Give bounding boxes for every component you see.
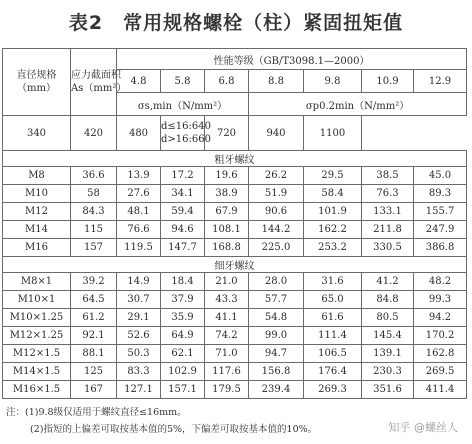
torque-cell: 71.0 [205, 345, 249, 363]
torque-cell: 84.8 [362, 291, 414, 309]
torque-cell: 14.9 [117, 273, 161, 291]
table-row [3, 291, 467, 309]
torque-cell: 38.9 [205, 185, 249, 203]
torque-cell: 90.6 [249, 203, 304, 221]
torque-cell: 31.6 [304, 273, 362, 291]
torque-cell: 117.6 [205, 363, 249, 381]
torque-cell: 102.9 [161, 363, 205, 381]
torque-cell: 155.7 [414, 203, 467, 221]
area-cell: 61.2 [71, 309, 117, 327]
section-label: 粗牙螺纹 [3, 151, 467, 167]
torque-cell: 28.0 [249, 273, 304, 291]
torque-cell: 54.8 [249, 309, 304, 327]
diameter-cell: M14×1.5 [3, 363, 71, 381]
area-cell: 64.5 [71, 291, 117, 309]
torque-cell: 80.5 [362, 309, 414, 327]
sigma-value-cell: 720 [205, 116, 249, 151]
torque-cell: 330.5 [362, 239, 414, 257]
torque-cell: 111.4 [304, 327, 362, 345]
torque-cell: 230.3 [362, 363, 414, 381]
sigma-value-cell: 420 [71, 116, 117, 151]
torque-cell: 64.9 [161, 327, 205, 345]
torque-cell: 27.6 [117, 185, 161, 203]
torque-cell: 62.1 [161, 345, 205, 363]
table-row [3, 345, 467, 363]
watermark [389, 419, 459, 435]
torque-cell: 61.6 [304, 309, 362, 327]
torque-cell: 29.5 [304, 167, 362, 185]
diameter-cell: M16×1.5 [3, 381, 71, 399]
diameter-cell: M12 [3, 203, 71, 221]
torque-cell: 139.1 [362, 345, 414, 363]
torque-cell: 351.6 [362, 381, 414, 399]
grade-cell: 10.9 [362, 70, 414, 93]
section-row [3, 151, 467, 167]
header-area: 应力截面积 As（mm²） [71, 49, 117, 116]
table-row [3, 327, 467, 345]
torque-cell: 67.9 [205, 203, 249, 221]
torque-cell: 29.1 [117, 309, 161, 327]
torque-cell: 147.7 [161, 239, 205, 257]
header-diameter: 直径规格 （mm） [3, 49, 71, 116]
torque-cell: 211.8 [362, 221, 414, 239]
torque-cell: 50.3 [117, 345, 161, 363]
area-cell: 58 [71, 185, 117, 203]
header-sigma-p02min: σp0.2min（N/mm²） [249, 93, 467, 116]
grade-cell: 8.8 [249, 70, 304, 93]
torque-cell: 34.1 [161, 185, 205, 203]
torque-cell: 253.2 [304, 239, 362, 257]
section-row [3, 257, 467, 273]
torque-cell: 45.0 [414, 167, 467, 185]
torque-cell: 19.6 [205, 167, 249, 185]
torque-cell: 162.2 [304, 221, 362, 239]
torque-cell: 133.1 [362, 203, 414, 221]
area-cell: 88.1 [71, 345, 117, 363]
torque-cell: 119.5 [117, 239, 161, 257]
torque-cell: 411.4 [414, 381, 467, 399]
area-cell: 84.3 [71, 203, 117, 221]
torque-cell: 59.4 [161, 203, 205, 221]
torque-cell: 176.4 [304, 363, 362, 381]
grade-cell: 5.8 [161, 70, 205, 93]
diameter-cell: M12×1.25 [3, 327, 71, 345]
torque-cell: 94.6 [161, 221, 205, 239]
torque-cell: 17.2 [161, 167, 205, 185]
table-row [3, 309, 467, 327]
torque-cell: 94.2 [414, 309, 467, 327]
torque-cell: 170.2 [414, 327, 467, 345]
footnote-1: 注：(1)9.8级仅适用于螺纹直径≤16mm。 [6, 407, 187, 418]
table-row [3, 185, 467, 203]
grade-cell: 6.8 [205, 70, 249, 93]
torque-cell: 41.2 [362, 273, 414, 291]
torque-cell: 57.7 [249, 291, 304, 309]
torque-cell: 269.3 [304, 381, 362, 399]
sigma-value-cell: 940 [249, 116, 304, 151]
grade-cell: 9.8 [304, 70, 362, 93]
torque-cell: 89.3 [414, 185, 467, 203]
diameter-cell: M10×1 [3, 291, 71, 309]
grade-cell: 4.8 [117, 70, 161, 93]
torque-cell: 162.8 [414, 345, 467, 363]
diameter-cell: M12×1.5 [3, 345, 71, 363]
torque-cell: 179.5 [205, 381, 249, 399]
diameter-cell: M10 [3, 185, 71, 203]
torque-cell: 48.2 [414, 273, 467, 291]
torque-cell: 83.3 [117, 363, 161, 381]
torque-cell: 18.4 [161, 273, 205, 291]
torque-cell: 127.1 [117, 381, 161, 399]
diameter-cell: M8 [3, 167, 71, 185]
torque-cell: 48.1 [117, 203, 161, 221]
area-cell: 92.1 [71, 327, 117, 345]
area-cell: 125 [71, 363, 117, 381]
torque-cell: 156.8 [249, 363, 304, 381]
diameter-cell: M10×1.25 [3, 309, 71, 327]
torque-cell: 101.9 [304, 203, 362, 221]
torque-cell: 51.9 [249, 185, 304, 203]
footnote-2: (2)指短的上偏差可取按基本值的5%，下偏差可取按基本值的10%。 [30, 424, 318, 435]
table-row [3, 221, 467, 239]
torque-cell: 94.7 [249, 345, 304, 363]
torque-cell: 26.2 [249, 167, 304, 185]
torque-cell: 37.9 [161, 291, 205, 309]
torque-cell: 108.1 [205, 221, 249, 239]
sigma-value-cell: d≤16:640 d>16:660 [161, 116, 205, 151]
diameter-cell: M8×1 [3, 273, 71, 291]
area-cell: 39.2 [71, 273, 117, 291]
table-title: 表2 常用规格螺栓（柱）紧固扭矩值 [68, 12, 404, 34]
torque-cell: 76.6 [117, 221, 161, 239]
torque-cell: 106.5 [304, 345, 362, 363]
area-cell: 157 [71, 239, 117, 257]
header-performance: 性能等级（GB/T3098.1—2000） [117, 49, 467, 70]
torque-cell: 38.5 [362, 167, 414, 185]
torque-cell: 13.9 [117, 167, 161, 185]
torque-cell: 99.3 [414, 291, 467, 309]
torque-cell: 43.3 [205, 291, 249, 309]
torque-cell: 41.1 [205, 309, 249, 327]
watermark-text: 知乎 @螺丝人 [388, 421, 458, 434]
torque-cell: 76.3 [362, 185, 414, 203]
torque-table [2, 48, 467, 399]
table-row [3, 167, 467, 185]
torque-cell: 65.0 [304, 291, 362, 309]
sigma-value-cell: 480 [117, 116, 161, 151]
torque-cell: 386.8 [414, 239, 467, 257]
torque-cell: 144.2 [249, 221, 304, 239]
torque-cell: 168.8 [205, 239, 249, 257]
table-row [3, 381, 467, 399]
torque-cell: 269.5 [414, 363, 467, 381]
torque-cell: 52.6 [117, 327, 161, 345]
diameter-cell: M14 [3, 221, 71, 239]
header-sigma-smin: σs,min（N/mm²） [117, 93, 249, 116]
table-row [3, 203, 467, 221]
section-label: 细牙螺纹 [3, 257, 467, 273]
torque-cell: 58.4 [304, 185, 362, 203]
torque-cell: 225.0 [249, 239, 304, 257]
area-cell: 167 [71, 381, 117, 399]
grade-cell: 12.9 [414, 70, 467, 93]
torque-cell: 157.1 [161, 381, 205, 399]
torque-cell: 35.9 [161, 309, 205, 327]
torque-cell: 247.9 [414, 221, 467, 239]
table-row [3, 273, 467, 291]
torque-cell: 239.4 [249, 381, 304, 399]
area-cell: 115 [71, 221, 117, 239]
torque-cell: 99.0 [249, 327, 304, 345]
area-cell: 36.6 [71, 167, 117, 185]
table-row [3, 363, 467, 381]
sigma-value-cell: 340 [3, 116, 71, 151]
torque-cell: 30.7 [117, 291, 161, 309]
torque-cell: 21.0 [205, 273, 249, 291]
sigma-value-cell: 1100 [304, 116, 362, 151]
torque-cell: 74.2 [205, 327, 249, 345]
diameter-cell: M16 [3, 239, 71, 257]
table-row [3, 239, 467, 257]
torque-cell: 145.4 [362, 327, 414, 345]
